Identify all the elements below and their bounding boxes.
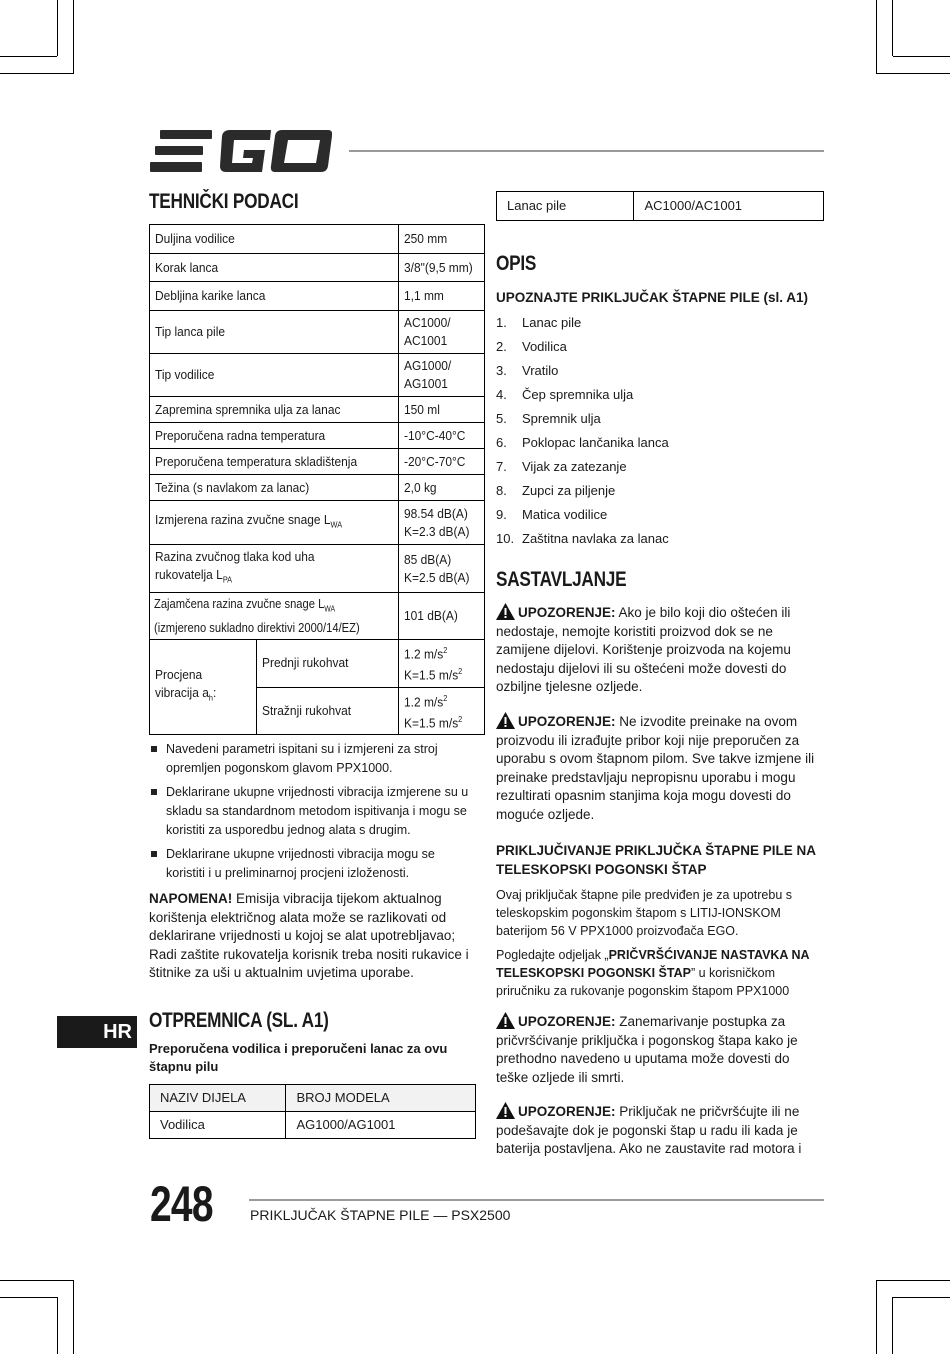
spec-value: 150 ml bbox=[404, 401, 441, 417]
otpremnica-subtitle: Preporučena vodilica i preporučeni lanac za ovu štapnu pilu bbox=[149, 1041, 448, 1074]
language-tab: HR bbox=[57, 1016, 137, 1048]
table-row bbox=[150, 354, 485, 397]
notes-list bbox=[149, 740, 476, 883]
warning-block: UPOZORENJE: Priključak ne pričvršćujte ili ne podešavajte dok je pogonski štap u radu ili kada je baterija postavljena. Ako ne zaustavite rad motora i bbox=[496, 1104, 802, 1156]
crop-mark bbox=[876, 0, 877, 74]
list-item: 3. Vratilo bbox=[496, 363, 559, 378]
footer-title: PRIKLJUČAK ŠTAPNE PILE — PSX2500 bbox=[250, 1207, 511, 1223]
opis-subtitle: UPOZNAJTE PRIKLJUČAK ŠTAPNE PILE (sl. A1) bbox=[496, 290, 809, 305]
column-header: NAZIV DIJELA bbox=[150, 1085, 286, 1112]
part-name: Lanac pile bbox=[497, 192, 634, 221]
list-item: 2. Vodilica bbox=[496, 339, 567, 354]
column-header: BROJ MODELA bbox=[286, 1085, 476, 1112]
crop-mark bbox=[876, 73, 950, 74]
crop-mark bbox=[0, 56, 57, 57]
table-row bbox=[150, 225, 485, 254]
parts-list bbox=[496, 311, 824, 551]
spec-label: Zajamčena razina zvučne snage $L_{WA}$ bbox=[154, 596, 336, 614]
spec-label: Zapremina spremnika ulja za lanac bbox=[155, 401, 341, 417]
list-item: 7. Vijak za zatezanje bbox=[496, 459, 627, 474]
crop-mark bbox=[0, 1297, 57, 1298]
crop-mark bbox=[876, 1280, 877, 1354]
crop-mark bbox=[876, 1280, 950, 1281]
table-row bbox=[150, 1112, 476, 1139]
spec-label: (izmjereno sukladno direktivi 2000/14/EZ) bbox=[154, 619, 360, 635]
crop-mark bbox=[0, 1280, 74, 1281]
spec-value: AG1001 bbox=[404, 376, 449, 391]
opis-title: OPIS bbox=[496, 252, 537, 275]
crop-mark bbox=[892, 0, 893, 56]
warning-icon bbox=[496, 712, 515, 729]
table-row bbox=[150, 449, 485, 475]
crop-mark bbox=[0, 73, 74, 74]
spec-value: 3/8"(9,5 mm) bbox=[404, 259, 473, 275]
crop-mark bbox=[57, 0, 58, 56]
spec-value: K=1.5 $m/s^2$ bbox=[404, 667, 463, 683]
crop-mark bbox=[73, 1280, 74, 1354]
spec-value: K=1.5 $m/s^2$ bbox=[404, 714, 463, 731]
spec-value: 98.54 dB(A) bbox=[404, 505, 468, 521]
list-item: 5. Spremnik ulja bbox=[496, 411, 601, 426]
spec-label: Stražnji rukohvat bbox=[262, 702, 352, 718]
spec-label: Prednji rukohvat bbox=[262, 655, 349, 671]
spec-value: AG1000/ bbox=[404, 358, 452, 373]
otpremnica-title: OTPREMNICA (SL. A1) bbox=[149, 1009, 329, 1032]
spec-value: 1,1 mm bbox=[404, 288, 445, 303]
table-row bbox=[150, 501, 485, 545]
spec-value: 250 mm bbox=[404, 231, 448, 246]
table-row bbox=[150, 282, 485, 311]
list-item: Deklarirane ukupne vrijednosti vibracija mogu se koristiti i u preliminarnoj procjeni izloženosti. bbox=[149, 845, 476, 883]
spec-label: Razina zvučnog tlaka kod uha bbox=[155, 548, 315, 564]
list-item: Deklarirane ukupne vrijednosti vibracija izmjerene su u skladu sa standardnom metodom ispitivanja i mogu se koristiti za usporedbu jednog alata s drugim. bbox=[149, 783, 476, 840]
table-row bbox=[150, 254, 485, 282]
spec-label: Duljina vodilice bbox=[155, 231, 235, 246]
parts-table-continued bbox=[496, 191, 824, 221]
table-row bbox=[497, 192, 824, 221]
spec-value: -20°C-70°C bbox=[404, 453, 466, 469]
warning-icon bbox=[496, 1102, 515, 1119]
table-row bbox=[150, 397, 485, 423]
crop-mark bbox=[57, 1297, 58, 1354]
part-model: AG1000/AG1001 bbox=[286, 1112, 476, 1139]
attach-paragraph: Ovaj priključak štapne pile predviđen je za upotrebu s teleskopskim pogonskim štapom s LITIJ-IONSKOM baterijom 56 V PPX1000 proizvođača EGO. bbox=[496, 888, 793, 938]
spec-label: Preporučena radna temperatura bbox=[155, 427, 326, 443]
crop-mark bbox=[893, 1297, 950, 1298]
spec-value: AC1000/ bbox=[404, 315, 451, 330]
spec-label: Izmjerena razina zvučne snage $L_{WA}$ bbox=[155, 511, 343, 530]
list-item: 9. Matica vodilice bbox=[496, 507, 608, 522]
table-row bbox=[150, 475, 485, 501]
spec-label: Preporučena temperatura skladištenja bbox=[155, 453, 358, 469]
table-row bbox=[150, 593, 485, 640]
crop-mark bbox=[893, 56, 950, 57]
list-item: 1. Lanac pile bbox=[496, 315, 582, 330]
part-model: AC1000/AC1001 bbox=[634, 192, 824, 221]
list-item: 8. Zupci za piljenje bbox=[496, 483, 616, 498]
spec-value: K=2.5 dB(A) bbox=[404, 569, 470, 585]
spec-label: rukovatelja $L_{PA}$ bbox=[155, 566, 233, 585]
attach-subtitle: PRIKLJUČIVANJE PRIKLJUČKA ŠTAPNE PILE NA TELESKOPSKI POGONSKI ŠTAP bbox=[496, 843, 816, 877]
spec-value: 1.2 $m/s^2$ bbox=[404, 645, 448, 662]
spec-label: Procjena bbox=[155, 667, 203, 683]
warning-block: UPOZORENJE: Ne izvodite preinake na ovom proizvodu ili izrađujte pribor koji nije preporučen za uporabu s ovom štapnom pilom. Sve takve izmjene ili preinake predstavljaju nepropisnu uporabu i mogu rezultirati opasnim stanjima koja mogu dovesti do moguće ozljede. bbox=[496, 714, 815, 822]
list-item: 4. Čep spremnika ulja bbox=[496, 387, 634, 402]
spec-value: K=2.3 dB(A) bbox=[404, 523, 470, 539]
part-name: Vodilica bbox=[150, 1112, 286, 1139]
spec-value: 101 dB(A) bbox=[404, 607, 459, 623]
spec-value: 1.2 $m/s^2$ bbox=[404, 693, 448, 709]
parts-table bbox=[149, 1084, 476, 1139]
table-row bbox=[150, 423, 485, 449]
spec-label: Tip vodilice bbox=[155, 367, 215, 382]
table-row bbox=[150, 311, 485, 354]
page-number: 248 bbox=[150, 1176, 213, 1232]
napomena-paragraph: NAPOMENA! Emisija vibracija tijekom aktualnog korištenja električnog alata može se razlikovati od deklarirane vrijednosti u kojoj se alat upotrebljavao; Radi zaštite rukovatelja korisnik treba nositi rukavice i štitnike za uši u aktualnim uvjetima uporabe. bbox=[149, 891, 469, 980]
warning-icon bbox=[496, 603, 515, 620]
spec-value: -10°C-40°C bbox=[404, 427, 466, 443]
sastavljanje-title: SASTAVLJANJE bbox=[496, 568, 627, 591]
table-header-row bbox=[150, 1085, 476, 1112]
specs-title: TEHNIČKI PODACI bbox=[149, 190, 299, 213]
header-rule bbox=[349, 150, 824, 152]
spec-label: Korak lanca bbox=[155, 259, 219, 275]
footer-rule bbox=[249, 1199, 824, 1201]
specs-table bbox=[149, 224, 485, 735]
spec-label: Debljina karike lanca bbox=[155, 288, 266, 303]
spec-label: Tip lanca pile bbox=[155, 324, 226, 339]
crop-mark bbox=[892, 1297, 893, 1354]
spec-value: AC1001 bbox=[404, 333, 448, 348]
spec-label: Težina (s navlakom za lanac) bbox=[155, 479, 310, 495]
warning-icon bbox=[496, 1012, 515, 1029]
attach-reference: Pogledajte odjeljak „PRIČVRŠĆIVANJE NASTAVKA NA TELESKOPSKI POGONSKI ŠTAP” u korisničkom priručniku za rukovanje pogonskim štapom PPX1000 bbox=[496, 948, 810, 998]
table-row bbox=[150, 545, 485, 593]
crop-mark bbox=[73, 0, 74, 74]
spec-value: 85 dB(A) bbox=[404, 551, 452, 567]
warning-block: UPOZORENJE: Zanemarivanje postupka za pričvršćivanje priključka i pogonskog štapa kako je prethodno navedeno u uputama može dovesti do teške ozljede ili smrti. bbox=[496, 1014, 798, 1085]
spec-value: 2,0 kg bbox=[404, 479, 437, 495]
list-item: Navedeni parametri ispitani su i izmjereni za stroj opremljen pogonskom glavom PPX1000. bbox=[149, 740, 476, 778]
ego-logo bbox=[150, 130, 332, 172]
list-item: 10. Zaštitna navlaka za lanac bbox=[496, 531, 669, 546]
list-item: 6. Poklopac lančanika lanca bbox=[496, 435, 669, 450]
warning-block: UPOZORENJE: Ako je bilo koji dio oštećen ili nedostaje, nemojte koristiti proizvod dok se ne zamijene dijelovi. Korištenje proizvoda na kojemu nedostaju dijelovi ili su oštećeni može dovesti do ozbiljne tjelesne ozljede. bbox=[496, 605, 791, 694]
spec-label: vibracija $a_h$: bbox=[155, 685, 217, 703]
table-row bbox=[150, 639, 485, 687]
